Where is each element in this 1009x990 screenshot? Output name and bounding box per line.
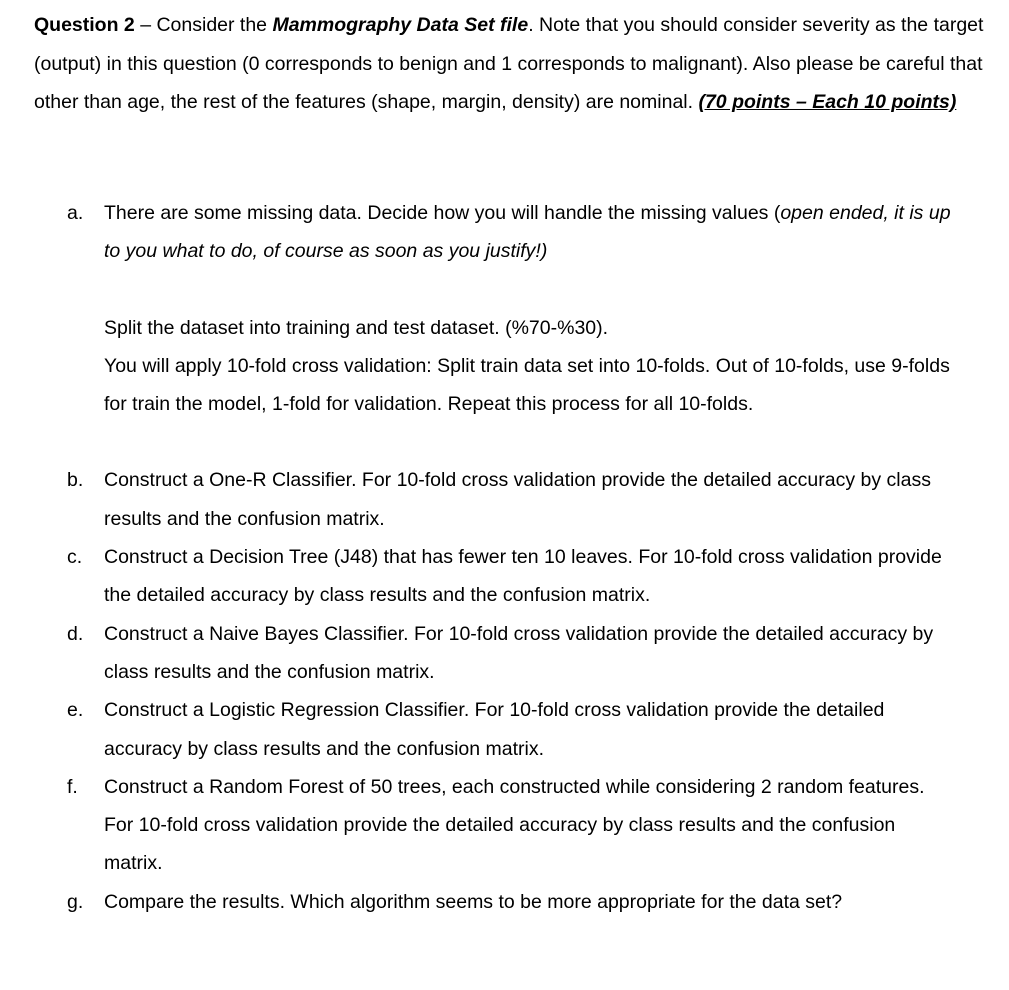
question-description: . Note that you should consider severity as the target (output) in this question (0 corresponds to benign and 1 corresponds to malignant). Also please be careful that other than age, the rest of the features (shape, margin, density) are nominal. — [34, 14, 984, 114]
question-dash: – Consider the — [134, 14, 273, 36]
task-item-e — [34, 691, 954, 768]
task-text: Construct a One-R Classifier. For 10-fold cross validation provide the detailed accuracy by class results and the confusion matrix. — [104, 469, 931, 530]
split-instructions — [34, 309, 954, 424]
task-letter: c. — [67, 546, 83, 569]
task-item-a — [34, 194, 954, 271]
task-letter: b. — [67, 469, 84, 492]
task-item-g — [34, 883, 954, 921]
task-text: Compare the results. Which algorithm seems to be more appropriate for the data set? — [104, 890, 843, 913]
task-item-c — [34, 538, 954, 615]
split-line-1: Split the dataset into training and test dataset. (%70-%30). — [104, 316, 609, 339]
task-text: Construct a Decision Tree (J48) that has fewer ten 10 leaves. For 10-fold cross validation provide the detailed accuracy by class results and the confusion matrix. — [104, 546, 942, 607]
task-text: Construct a Naive Bayes Classifier. For 10-fold cross validation provide the detailed accuracy by class results and the confusion matrix. — [104, 622, 934, 683]
task-letter: f. — [67, 775, 78, 798]
question-intro — [34, 6, 994, 122]
question-label: Question 2 — [34, 14, 135, 36]
task-item-f — [34, 768, 954, 883]
task-text: Construct a Random Forest of 50 trees, each constructed while considering 2 random features. For 10-fold cross validation provide the detailed accuracy by class results and the confusion matrix. — [104, 775, 925, 875]
task-letter: d. — [67, 622, 84, 645]
task-letter: g. — [67, 890, 84, 913]
question-header — [34, 6, 994, 122]
dataset-file-name: Mammography Data Set file — [272, 14, 529, 36]
task-text: Construct a Logistic Regression Classifier. For 10-fold cross validation provide the detailed accuracy by class results and the confusion matrix. — [104, 699, 885, 760]
task-item-b — [34, 461, 954, 538]
task-text: There are some missing data. Decide how you will handle the missing values ( — [104, 202, 781, 224]
task-letter: a. — [67, 202, 84, 224]
points-note: (70 points – Each 10 points) — [698, 91, 957, 114]
task-item-d — [34, 615, 954, 692]
split-line-2: You will apply 10-fold cross validation: Split train data set into 10-folds. Out of 10-folds, use 9-folds for train the model, 1-fold for validation. Repeat this process for all 10-folds. — [104, 354, 950, 416]
task-letter: e. — [67, 699, 84, 722]
task-text-italic: open ended, it is up to you what to do, of course as soon as you justify!) — [104, 202, 951, 263]
task-list — [34, 194, 954, 921]
